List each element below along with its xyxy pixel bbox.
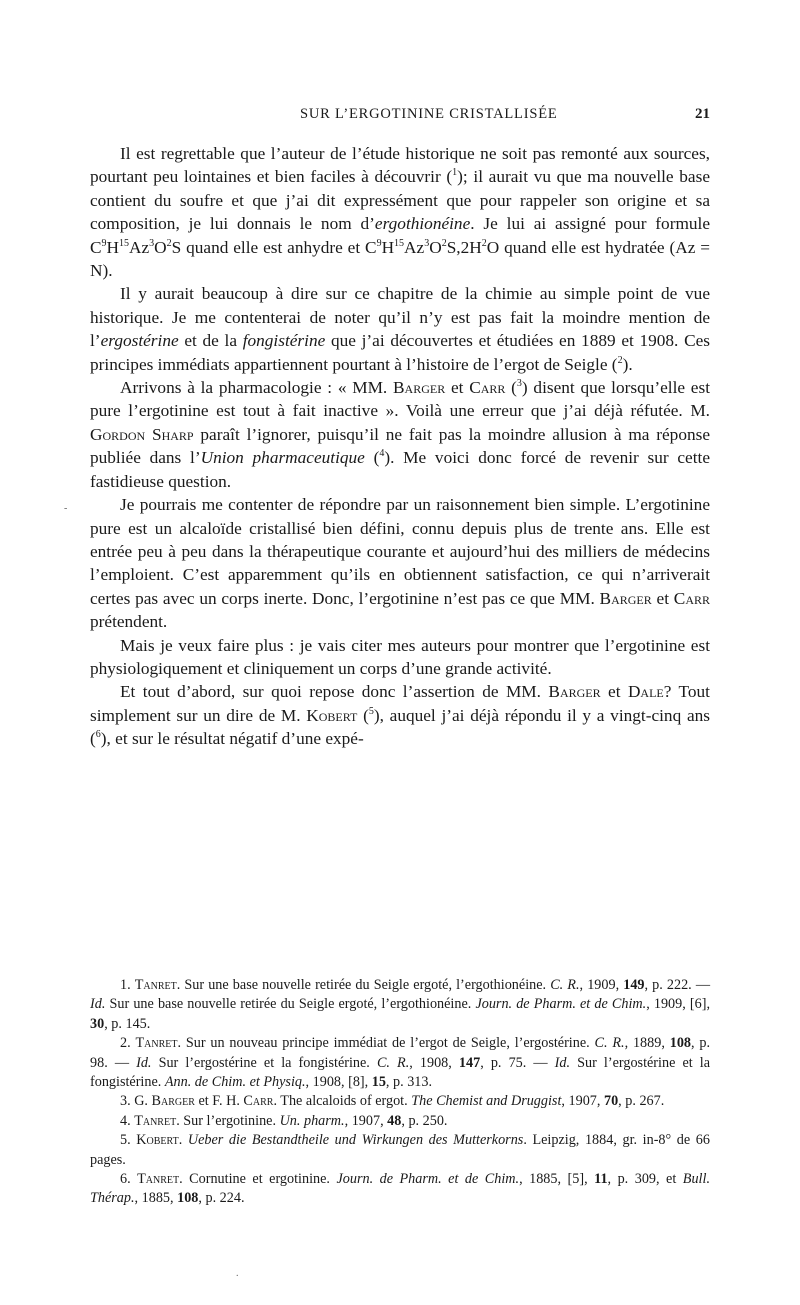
footnote-ref: 6	[95, 729, 101, 741]
paragraph: Arrivons à la pharmacologie : « MM. Barger et Carr ($^3$) disent que lorsqu’elle est pure l’ergotinine est tout à fait inactive ». Voilà une erreur que j’ai déjà réfutée. M. Gordon Sharp paraît l’ignorer, puisqu’il ne fait pas la moindre allusion à ma réponse publiée dans l’Union pharmaceutique ($^4$). Me voici donc forcé de revenir sur cette fastidieuse question.	[90, 378, 711, 491]
footnote-ref: 4	[379, 448, 385, 460]
footnote: 4. Tanret. Sur l’ergotinine. Un. pharm., 1907, 48, p. 250.	[120, 1112, 448, 1129]
footnote: 3. G. Barger et F. H. Carr. The alcaloids of ergot. The Chemist and Druggist, 1907, 70, p. 267.	[120, 1093, 665, 1110]
paragraph: Il est regrettable que l’auteur de l’étude historique ne soit pas remonté aux sources, pourtant peu lointaines et bien faciles à découvrir ($^1$); il aurait vu que ma nouvelle base contient du soufre et que j’ai dit expressément que pour rappeler son origine et sa composition, je lui donnais le nom d’ergothionéine. Je lui ai assigné pour formule $C^9H^{15}Az^3O^2S$ quand elle est anhydre et $C^9H^{15}Az^3O^2S,2H^2O$ quand elle est hydratée (Az = N).	[90, 144, 710, 281]
margin-mark: -	[64, 503, 68, 514]
page-header	[130, 106, 710, 126]
footnotes	[90, 976, 710, 1209]
running-title: SUR L’ERGOTININE CRISTALLISÉE	[300, 106, 558, 122]
paragraph: Je pourrais me contenter de répondre par un raisonnement bien simple. L’ergotinine pure est un alcaloïde cristallisé bien défini, connu depuis plus de trente ans. Elle est entrée peu à peu dans la thérapeutique courante et aujourd’hui des milliers de médecins l’emploient. C’est apparemment qu’ils en obtiennent satisfaction, ce qui n’arriverait certes pas avec un corps inerte. Donc, l’ergotinine n’est pas ce que MM. Barger et Carr prétendent.	[90, 495, 710, 632]
footnote: 5. Kobert. Ueber die Bestandtheile und Wirkungen des Mutterkorns. Leipzig, 1884, gr. in-8° de 66 pages.	[90, 1132, 710, 1168]
footnote: 6. Tanret. Cornutine et ergotinine. Journ. de Pharm. et de Chim., 1885, [5], 11, p. 309, et Bull. Thérap., 1885, 108, p. 224.	[90, 1171, 710, 1207]
paragraph: Mais je veux faire plus : je vais citer mes auteurs pour montrer que l’ergotinine est physiologiquement et cliniquement un corps d’une grande activité.	[90, 635, 710, 678]
footnote-ref: 3	[516, 378, 522, 390]
footnote: 1. Tanret. Sur une base nouvelle retirée du Seigle ergoté, l’ergothionéine. C. R., 1909, 149, p. 222. — Id. Sur une base nouvelle retirée du Seigle ergoté, l’ergothionéine. Journ. de Pharm. et de Chim., 1909, [6], 30, p. 145.	[90, 977, 711, 1032]
footnote-ref: 2	[617, 354, 623, 366]
footnote-ref: 5	[368, 705, 374, 717]
page-number: 21	[695, 106, 710, 122]
body-text	[90, 142, 710, 751]
paragraph: Et tout d’abord, sur quoi repose donc l’assertion de MM. Barger et Dale? Tout simplement sur un dire de M. Kobert ($^5$), auquel j’ai déjà répondu il y a vingt-cinq ans ($^6$), et sur le résultat négatif d’une expé-	[90, 682, 710, 749]
footnote-ref: 1	[452, 167, 458, 179]
paragraph: Il y aurait beaucoup à dire sur ce chapitre de la chimie au simple point de vue historique. Je me contenterai de noter qu’il n’y est pas fait la moindre mention de l’ergostérine et de la fongistérine que j’ai découvertes et étudiées en 1889 et 1908. Ces principes immédiats appartiennent pourtant à l’histoire de l’ergot de Seigle ($^2$).	[90, 284, 710, 374]
footnote: 2. Tanret. Sur un nouveau principe immédiat de l’ergot de Seigle, l’ergostérine. C. R., 1889, 108, p. 98. — Id. Sur l’ergostérine et la fongistérine. C. R., 1908, 147, p. 75. — Id. Sur l’ergostérine et la fongistérine. Ann. de Chim. et Physiq., 1908, [8], 15, p. 313.	[90, 1035, 711, 1091]
margin-mark: .	[236, 1268, 239, 1279]
